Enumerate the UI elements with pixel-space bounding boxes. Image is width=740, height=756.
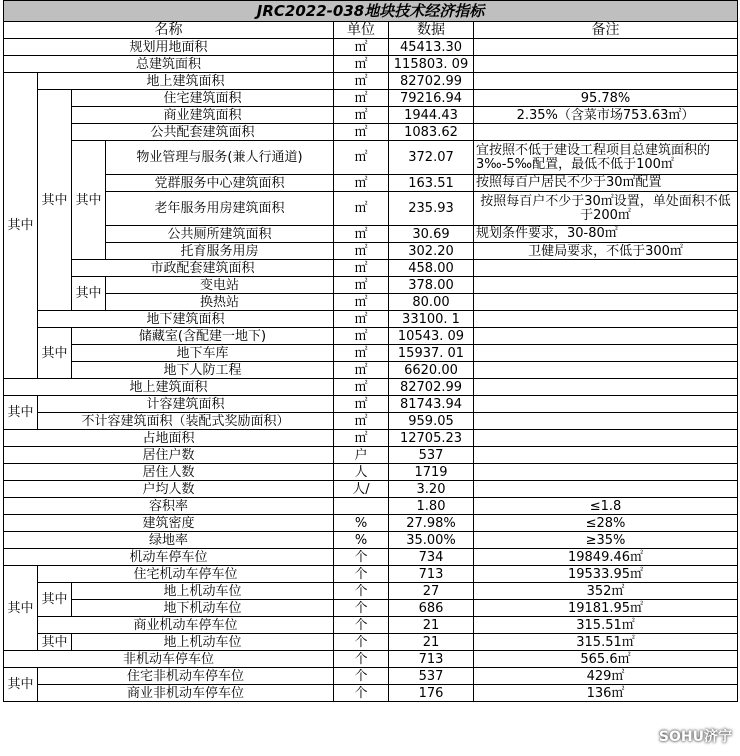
row-data: 82702.99 (389, 379, 474, 396)
group-label: 其中 (4, 566, 38, 651)
row-note: 规划条件要求，30-80㎡ (474, 226, 738, 243)
group-label: 其中 (72, 277, 106, 311)
row-note: 315.51㎡ (474, 617, 738, 634)
table-row (4, 226, 738, 243)
row-note (474, 396, 738, 413)
row-unit: ㎡ (334, 226, 389, 243)
row-data: 458.00 (389, 260, 474, 277)
row-data: 537 (389, 447, 474, 464)
row-name: 老年服务用房建筑面积 (106, 192, 334, 226)
row-data: 378.00 (389, 277, 474, 294)
row-data: 959.05 (389, 413, 474, 430)
row-unit: ㎡ (334, 328, 389, 345)
group-label: 其中 (38, 634, 72, 651)
row-name: 规划用地面积 (4, 39, 334, 56)
row-note: 19533.95㎡ (474, 566, 738, 583)
row-unit: 户 (334, 447, 389, 464)
table-row (4, 260, 738, 277)
table-row (4, 311, 738, 328)
row-note (474, 345, 738, 362)
row-note: 352㎡ (474, 583, 738, 600)
table-row (4, 464, 738, 481)
row-data: 45413.30 (389, 39, 474, 56)
row-note: 卫健局要求，不低于300㎡ (474, 243, 738, 260)
table-row (4, 532, 738, 549)
row-unit: ㎡ (334, 260, 389, 277)
table-row (4, 277, 738, 294)
row-name: 户均人数 (4, 481, 334, 498)
row-unit: % (334, 532, 389, 549)
row-note: 2.35%（含菜市场753.63㎡） (474, 107, 738, 124)
row-unit: 个 (334, 651, 389, 668)
row-data: 537 (389, 668, 474, 685)
row-unit: 人/ (334, 481, 389, 498)
row-note: 按照每百户居民不少于30㎡配置 (474, 175, 738, 192)
table-row (4, 175, 738, 192)
row-note (474, 430, 738, 447)
table-row (4, 56, 738, 73)
row-name: 计容建筑面积 (38, 396, 334, 413)
row-note (474, 277, 738, 294)
row-name: 变电站 (106, 277, 334, 294)
row-data: 82702.99 (389, 73, 474, 90)
row-name: 换热站 (106, 294, 334, 311)
row-note: 429㎡ (474, 668, 738, 685)
row-name: 地下人防工程 (72, 362, 334, 379)
row-data: 115803. 09 (389, 56, 474, 73)
header-name: 名称 (4, 22, 334, 39)
row-name: 商业建筑面积 (72, 107, 334, 124)
row-data: 15937. 01 (389, 345, 474, 362)
row-note (474, 73, 738, 90)
row-data: 80.00 (389, 294, 474, 311)
row-note: 按照每百户不少于30㎡设置，单处面积不低于200㎡ (474, 192, 738, 226)
row-note: 19849.46㎡ (474, 549, 738, 566)
row-name: 公共配套建筑面积 (72, 124, 334, 141)
row-note (474, 413, 738, 430)
row-name: 地上建筑面积 (38, 73, 334, 90)
row-name: 不计容建筑面积（装配式奖励面积） (38, 413, 334, 430)
table-row (4, 396, 738, 413)
row-note (474, 294, 738, 311)
row-data: 21 (389, 617, 474, 634)
row-unit: 人 (334, 464, 389, 481)
row-note: 95.78% (474, 90, 738, 107)
row-data: 302.20 (389, 243, 474, 260)
row-unit: ㎡ (334, 141, 389, 175)
row-unit: ㎡ (334, 192, 389, 226)
table-row (4, 192, 738, 226)
table-row (4, 379, 738, 396)
row-unit: ㎡ (334, 124, 389, 141)
row-data: 30.69 (389, 226, 474, 243)
group-label: 其中 (4, 668, 38, 702)
row-unit: 个 (334, 583, 389, 600)
group-label: 其中 (4, 73, 38, 379)
row-unit: 个 (334, 634, 389, 651)
row-name: 地下建筑面积 (38, 311, 334, 328)
row-name: 公共厕所建筑面积 (106, 226, 334, 243)
row-data: 235.93 (389, 192, 474, 226)
row-data: 35.00% (389, 532, 474, 549)
table-row (4, 345, 738, 362)
row-name: 建筑密度 (4, 515, 334, 532)
row-data: 81743.94 (389, 396, 474, 413)
row-name: 商业机动车停车位 (38, 617, 334, 634)
table-row (4, 73, 738, 90)
row-unit: % (334, 515, 389, 532)
row-unit: 个 (334, 617, 389, 634)
row-note (474, 464, 738, 481)
group-label: 其中 (38, 90, 72, 311)
row-note: ≤1.8 (474, 498, 738, 515)
row-unit: ㎡ (334, 362, 389, 379)
header-unit: 单位 (334, 22, 389, 39)
row-unit: ㎡ (334, 430, 389, 447)
row-name: 地下机动车位 (72, 600, 334, 617)
row-note (474, 362, 738, 379)
row-name: 地下车库 (72, 345, 334, 362)
row-unit: ㎡ (334, 39, 389, 56)
row-name: 非机动车停车位 (4, 651, 334, 668)
row-name: 总建筑面积 (4, 56, 334, 73)
group-label: 其中 (38, 328, 72, 379)
row-note (474, 447, 738, 464)
row-name: 占地面积 (4, 430, 334, 447)
row-name: 容积率 (4, 498, 334, 515)
table-row (4, 481, 738, 498)
row-name: 机动车停车位 (4, 549, 334, 566)
row-name: 物业管理与服务(兼人行通道) (106, 141, 334, 175)
table-row (4, 583, 738, 600)
table-row (4, 447, 738, 464)
row-note (474, 124, 738, 141)
table-row (4, 430, 738, 447)
row-unit: ㎡ (334, 243, 389, 260)
header-note: 备注 (474, 22, 738, 39)
table-row (4, 328, 738, 345)
table-row (4, 600, 738, 617)
table-row (4, 141, 738, 175)
row-name: 居住户数 (4, 447, 334, 464)
row-unit: 个 (334, 600, 389, 617)
row-unit: 个 (334, 549, 389, 566)
row-note: ≤28% (474, 515, 738, 532)
table-row (4, 39, 738, 56)
row-unit: ㎡ (334, 90, 389, 107)
row-note: 136㎡ (474, 685, 738, 702)
row-unit: ㎡ (334, 294, 389, 311)
row-unit: 个 (334, 668, 389, 685)
table-row (4, 668, 738, 685)
row-unit: ㎡ (334, 107, 389, 124)
row-unit: 个 (334, 685, 389, 702)
row-unit: ㎡ (334, 413, 389, 430)
row-data: 33100. 1 (389, 311, 474, 328)
group-label: 其中 (38, 583, 72, 617)
row-name: 居住人数 (4, 464, 334, 481)
row-data: 1.80 (389, 498, 474, 515)
row-data: 713 (389, 566, 474, 583)
row-name: 党群服务中心建筑面积 (106, 175, 334, 192)
row-data: 734 (389, 549, 474, 566)
row-name: 地上机动车位 (72, 634, 334, 651)
watermark (637, 726, 732, 746)
table-row (4, 90, 738, 107)
row-note (474, 260, 738, 277)
table-row (4, 107, 738, 124)
row-data: 27.98% (389, 515, 474, 532)
table-row (4, 515, 738, 532)
row-name: 储藏室(含配建一地下) (72, 328, 334, 345)
row-name: 住宅机动车停车位 (38, 566, 334, 583)
row-note (474, 39, 738, 56)
row-note: ≥35% (474, 532, 738, 549)
row-data: 6620.00 (389, 362, 474, 379)
row-data: 21 (389, 634, 474, 651)
row-note: 19181.95㎡ (474, 600, 738, 617)
row-note (474, 56, 738, 73)
row-note: 565.6㎡ (474, 651, 738, 668)
row-data: 12705.23 (389, 430, 474, 447)
row-name: 地上建筑面积 (4, 379, 334, 396)
index-table (3, 0, 738, 702)
header-data: 数据 (389, 22, 474, 39)
row-data: 686 (389, 600, 474, 617)
row-data: 1083.62 (389, 124, 474, 141)
row-data: 372.07 (389, 141, 474, 175)
row-data: 1944.43 (389, 107, 474, 124)
table-row (4, 549, 738, 566)
row-note (474, 379, 738, 396)
table-row (4, 498, 738, 515)
sohu-logo-icon (637, 727, 655, 745)
row-name: 住宅非机动车停车位 (38, 668, 334, 685)
row-note (474, 328, 738, 345)
row-note: 宜按照不低于建设工程项目总建筑面积的3‰-5‰配置，最低不低于100㎡ (474, 141, 738, 175)
table-row (4, 124, 738, 141)
row-name: 托育服务用房 (106, 243, 334, 260)
row-unit (334, 498, 389, 515)
table-row (4, 243, 738, 260)
row-data: 176 (389, 685, 474, 702)
table-row (4, 362, 738, 379)
row-data: 713 (389, 651, 474, 668)
row-unit: ㎡ (334, 277, 389, 294)
row-unit: 个 (334, 566, 389, 583)
row-data: 163.51 (389, 175, 474, 192)
row-name: 绿地率 (4, 532, 334, 549)
row-unit: ㎡ (334, 345, 389, 362)
table-row (4, 651, 738, 668)
row-name: 商业非机动车停车位 (38, 685, 334, 702)
table-row (4, 685, 738, 702)
table-row (4, 566, 738, 583)
group-label: 其中 (4, 396, 38, 430)
row-data: 27 (389, 583, 474, 600)
row-note (474, 311, 738, 328)
row-unit: ㎡ (334, 56, 389, 73)
row-note (474, 481, 738, 498)
table-row (4, 294, 738, 311)
row-data: 79216.94 (389, 90, 474, 107)
row-unit: ㎡ (334, 396, 389, 413)
table-row (4, 413, 738, 430)
group-label: 其中 (72, 141, 106, 260)
row-data: 1719 (389, 464, 474, 481)
row-unit: ㎡ (334, 175, 389, 192)
row-name: 地上机动车位 (72, 583, 334, 600)
table-row (4, 634, 738, 651)
row-note: 315.51㎡ (474, 634, 738, 651)
row-unit: ㎡ (334, 379, 389, 396)
row-data: 10543. 09 (389, 328, 474, 345)
watermark-text: SOHU济宁 (658, 729, 732, 745)
row-data: 3.20 (389, 481, 474, 498)
row-unit: ㎡ (334, 73, 389, 90)
title-row (4, 1, 738, 22)
table-title: JRC2022-038地块技术经济指标 (4, 1, 738, 22)
row-name: 市政配套建筑面积 (72, 260, 334, 277)
row-unit: ㎡ (334, 311, 389, 328)
header-row (4, 22, 738, 39)
row-name: 住宅建筑面积 (72, 90, 334, 107)
table-row (4, 617, 738, 634)
